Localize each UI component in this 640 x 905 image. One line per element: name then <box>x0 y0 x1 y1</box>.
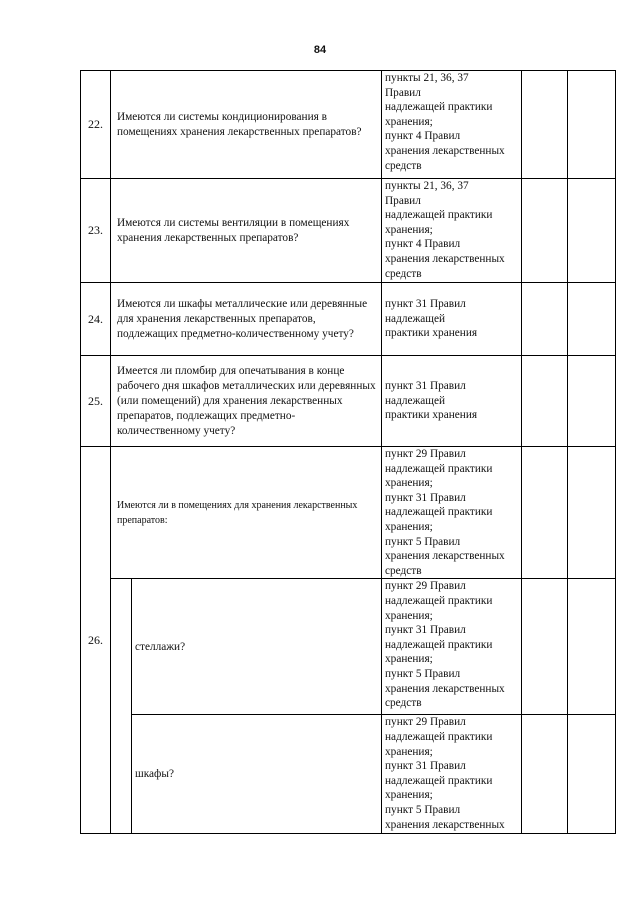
row-number: 22. <box>81 71 111 179</box>
question-text: Имеются ли системы кондиционирования в помещениях хранения лекарственных препаратов? <box>111 71 382 179</box>
answer-no-cell[interactable] <box>568 356 616 447</box>
answer-no-cell[interactable] <box>568 579 616 715</box>
answer-yes-cell[interactable] <box>522 356 568 447</box>
answer-yes-cell[interactable] <box>522 447 568 579</box>
row-number: 23. <box>81 179 111 283</box>
row-number: 26. <box>81 447 111 834</box>
legal-reference: пункт 31 Правил надлежащей практики хранения <box>382 356 522 447</box>
answer-yes-cell[interactable] <box>522 579 568 715</box>
sub-indent-cell <box>111 579 132 834</box>
answer-yes-cell[interactable] <box>522 715 568 834</box>
table-row <box>81 71 616 179</box>
legal-reference: пункт 31 Правил надлежащей практики хранения <box>382 283 522 356</box>
sub-question-text: шкафы? <box>132 715 382 834</box>
table-row <box>81 715 616 834</box>
legal-reference: пункт 29 Правил надлежащей практики хранения; пункт 31 Правил надлежащей практики хранения; пункт 5 Правил хранения лекарственных <box>382 715 522 834</box>
answer-no-cell[interactable] <box>568 447 616 579</box>
answer-no-cell[interactable] <box>568 71 616 179</box>
table-row <box>81 447 616 579</box>
question-text: Имеются ли в помещениях для хранения лекарственных препаратов: <box>111 447 382 579</box>
answer-no-cell[interactable] <box>568 715 616 834</box>
legal-reference: пункты 21, 36, 37 Правил надлежащей практики хранения; пункт 4 Правил хранения лекарственных средств <box>382 71 522 179</box>
question-text: Имеются ли системы вентиляции в помещениях хранения лекарственных препаратов? <box>111 179 382 283</box>
question-text: Имеются ли шкафы металлические или деревянные для хранения лекарственных препаратов, подлежащих предметно-количественному учету? <box>111 283 382 356</box>
legal-reference: пункт 29 Правил надлежащей практики хранения; пункт 31 Правил надлежащей практики хранения; пункт 5 Правил хранения лекарственных средств <box>382 447 522 579</box>
legal-reference: пункт 29 Правил надлежащей практики хранения; пункт 31 Правил надлежащей практики хранения; пункт 5 Правил хранения лекарственных средств <box>382 579 522 715</box>
answer-yes-cell[interactable] <box>522 283 568 356</box>
sub-question-text: стеллажи? <box>132 579 382 715</box>
answer-no-cell[interactable] <box>568 283 616 356</box>
answer-yes-cell[interactable] <box>522 71 568 179</box>
row-number: 25. <box>81 356 111 447</box>
table-row <box>81 356 616 447</box>
table-row <box>81 179 616 283</box>
answer-no-cell[interactable] <box>568 179 616 283</box>
legal-reference: пункты 21, 36, 37 Правил надлежащей практики хранения; пункт 4 Правил хранения лекарственных средств <box>382 179 522 283</box>
table-row <box>81 283 616 356</box>
page-number: 84 <box>313 44 327 56</box>
answer-yes-cell[interactable] <box>522 179 568 283</box>
question-text: Имеется ли пломбир для опечатывания в конце рабочего дня шкафов металлических или деревянных (или помещений) для хранения лекарственных препаратов, подлежащих предметно-количественному учету? <box>111 356 382 447</box>
row-number: 24. <box>81 283 111 356</box>
table-row <box>81 579 616 715</box>
checklist-table <box>80 70 616 834</box>
